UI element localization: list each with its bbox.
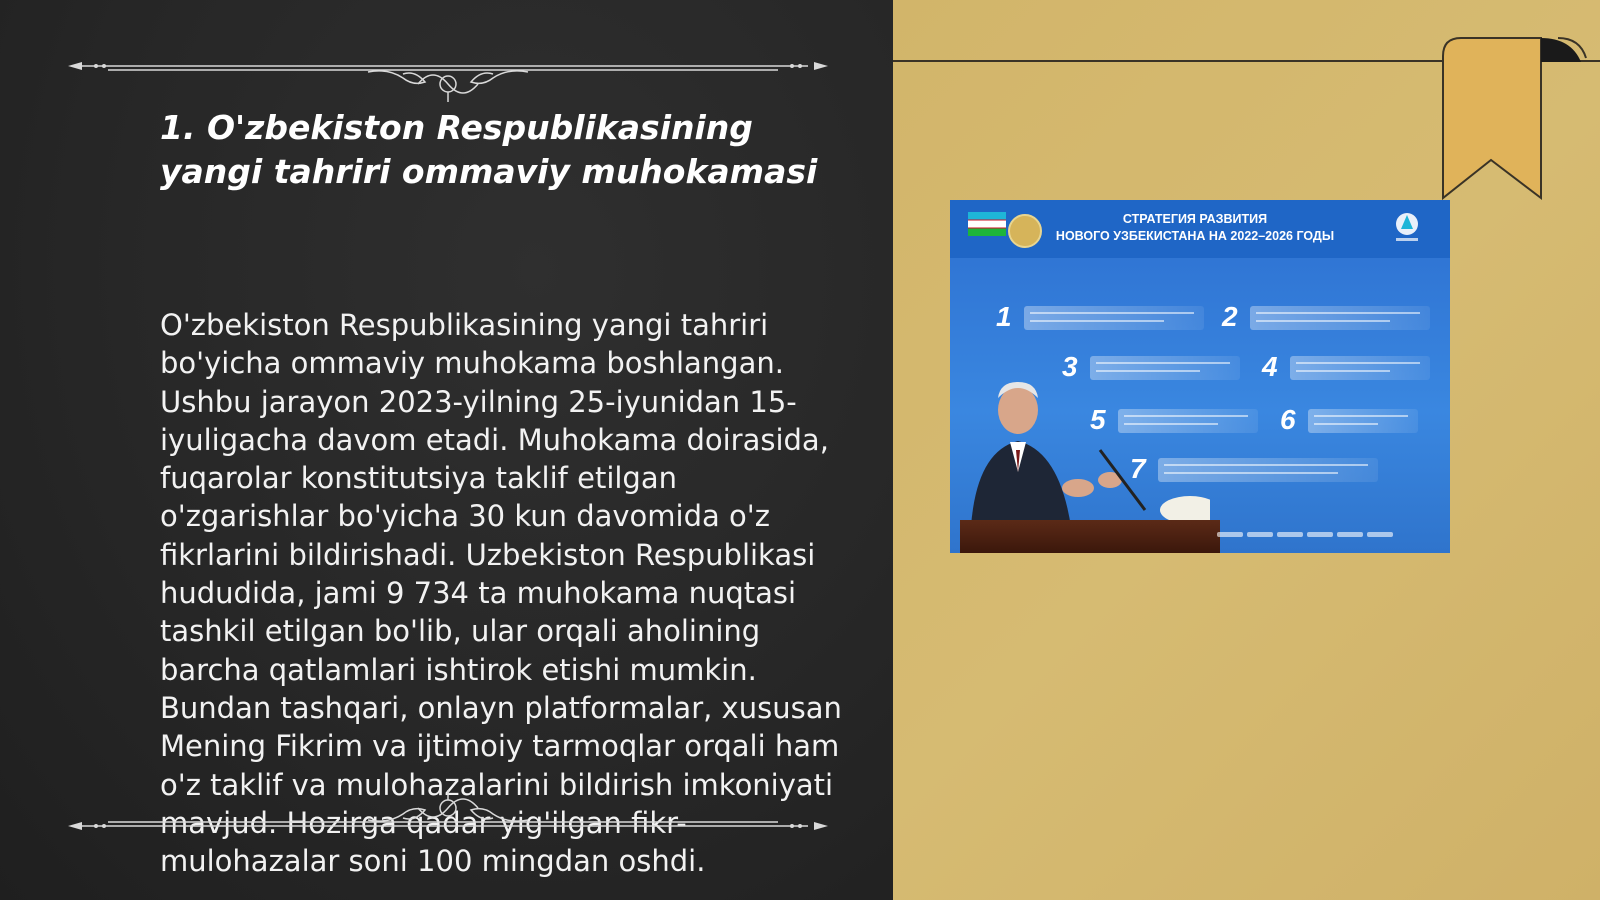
strategy-image xyxy=(950,200,1450,553)
social-footer xyxy=(1215,526,1440,544)
strategy-item-number: 5 xyxy=(1090,404,1106,435)
slide-body-text: O'zbekiston Respublikasining yangi tahriri bo'yicha ommaviy muhokama boshlangan. Ushbu jarayon 2023-yilning 25-iyunidan 15-iyuligacha davom etadi. Muhokama doirasida, fuqarolar konstitutsiya taklif etilgan o'zgarishlar bo'yicha 30 kun davomida o'z fikrlarini bildirishadi. Uzbekiston Respublikasi hududida, jami 9 734 ta muhokama nuqtasi tashkil etilgan bo'lib, ular orqali aholining barcha qatlamlari ishtirok etishi mumkin. Bundan tashqari, onlayn platformalar, xususan Mening Fikrim va ijtimoiy tarmoqlar orqali ham o'z taklif va mulohazalarini bildirish imkoniyati mavjud. Hozirga qadar yig'ilgan fikr-mulohazalar soni 100 mingdan oshdi. xyxy=(160,308,842,879)
bottom-ornament xyxy=(68,790,828,840)
strategy-logo-icon xyxy=(1390,210,1424,246)
image-header xyxy=(950,200,1450,258)
strategy-item-number: 1 xyxy=(996,301,1012,332)
strategy-item-number: 2 xyxy=(1222,301,1238,332)
strategy-item-number: 3 xyxy=(1062,351,1078,382)
top-ornament xyxy=(68,52,828,102)
right-panel xyxy=(893,0,1600,900)
strategy-item-number: 7 xyxy=(1130,453,1146,484)
state-emblem-icon xyxy=(1008,214,1042,248)
slide-title: 1. O'zbekiston Respublikasining yangi tahriri ommaviy muhokamasi xyxy=(160,108,818,191)
image-header-title: СТРАТЕГИЯ РАЗВИТИЯ НОВОГО УЗБЕКИСТАНА НА 2022–2026 ГОДЫ xyxy=(1055,212,1335,243)
uzbekistan-flag-icon xyxy=(968,212,1006,236)
strategy-item-number: 6 xyxy=(1280,404,1296,435)
podium xyxy=(960,520,1220,553)
bookmark-ribbon-icon xyxy=(1438,36,1588,201)
strategy-item-number: 4 xyxy=(1262,351,1278,382)
